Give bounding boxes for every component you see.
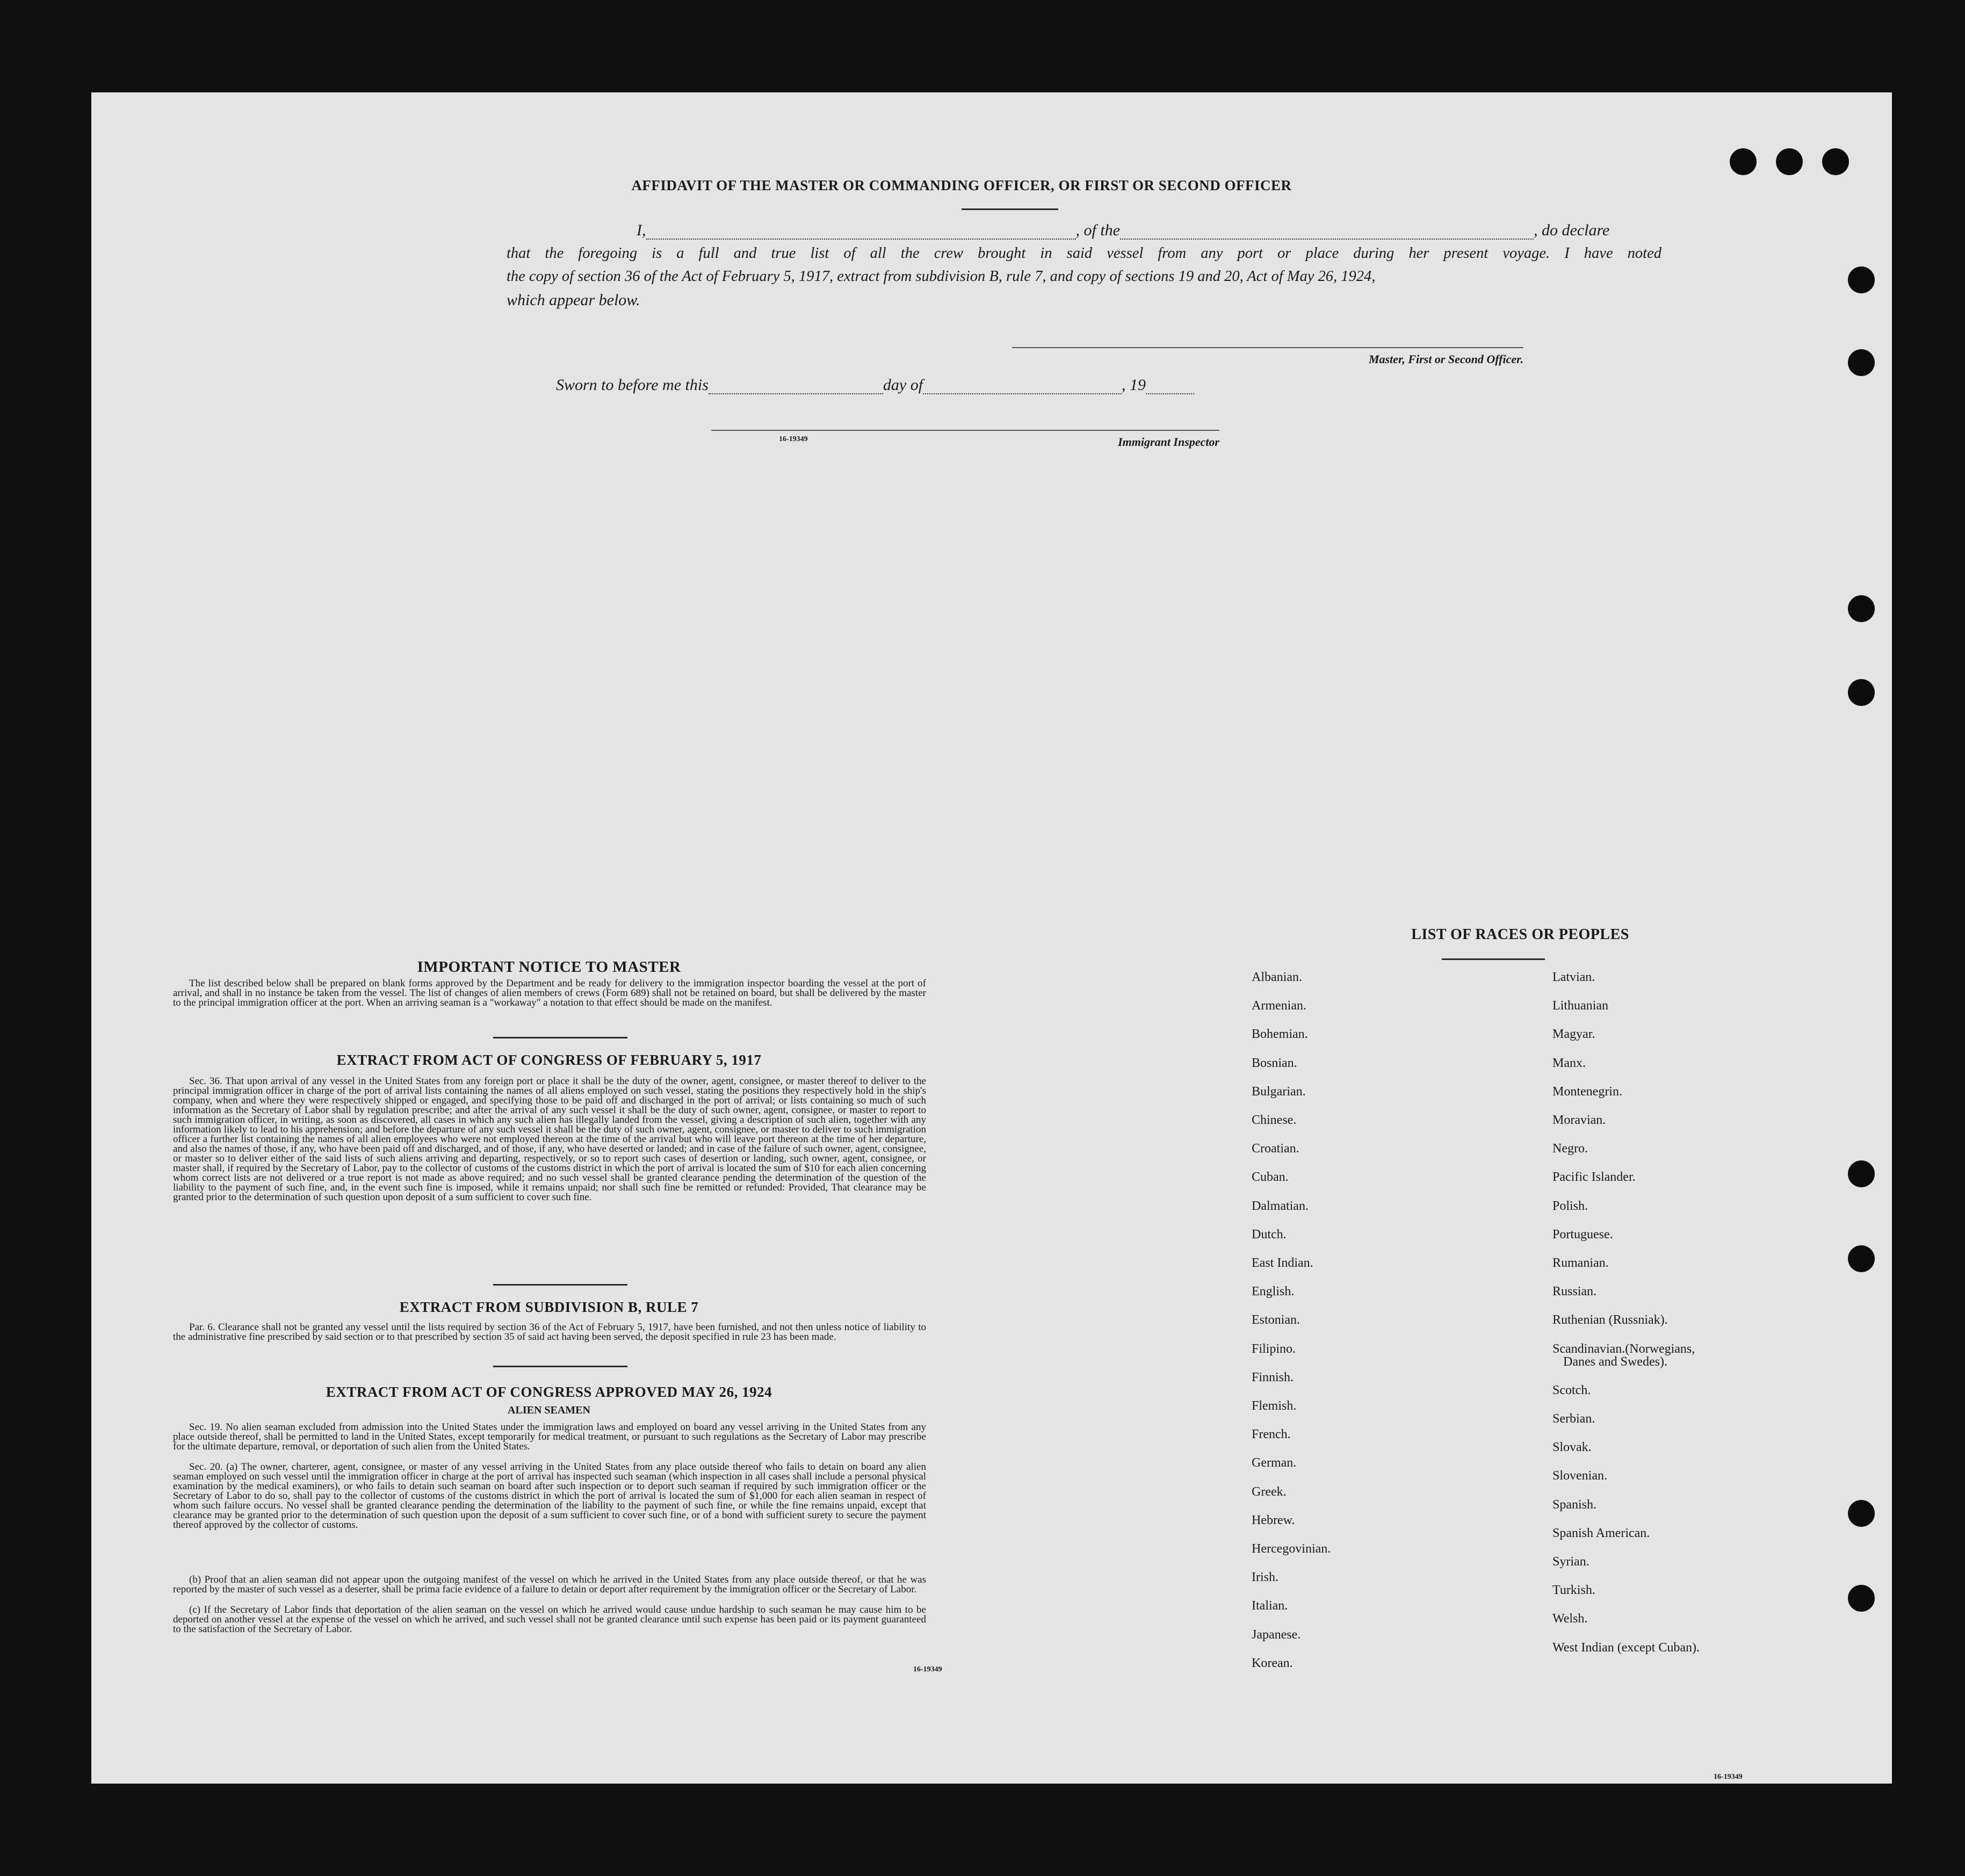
punch-hole: [1848, 679, 1875, 706]
form-number: 16-19349: [913, 1665, 942, 1673]
signature-label: Master, First or Second Officer.: [1368, 352, 1523, 366]
race-item: Rumanian.: [1552, 1256, 1609, 1270]
race-item: Chinese.: [1252, 1113, 1297, 1127]
inspector-label: Immigrant Inspector: [1118, 435, 1219, 449]
punch-hole: [1848, 266, 1875, 293]
race-item: Syrian.: [1552, 1554, 1590, 1569]
form-number: 16-19349: [1714, 1773, 1743, 1781]
sec20b-text: (b) Proof that an alien seaman did not appear upon the outgoing manifest of the vessel on which he arrived in the United States from any place outside thereof, or that he was reported by the master of such vessel as a deserter, shall be prima facie evidence of a failure to detain or deport after requirement by the immigration officer or the Secretary of Labor.: [173, 1574, 926, 1595]
race-item: Danes and Swedes).: [1563, 1354, 1667, 1369]
race-item: Portuguese.: [1552, 1227, 1613, 1242]
notice-title: IMPORTANT NOTICE TO MASTER: [417, 958, 681, 976]
notice-text: The list described below shall be prepared on blank forms approved by the Department and be ready for delivery to the immigration inspector boarding the vessel at the port of arrival, and shall in no instance be taken from the vessel. The list of changes of alien members of crews (Form 689) shall not be retained on board, but shall be delivered by the master to the principal immigration officer at the port. When an arriving seaman is a "workaway" a notation to that effect should be made on the manifest.: [173, 978, 926, 1008]
race-item: Spanish American.: [1552, 1526, 1650, 1540]
race-item: Bosnian.: [1252, 1056, 1297, 1070]
vessel-field[interactable]: [1120, 239, 1534, 240]
race-item: Lithuanian: [1552, 999, 1608, 1013]
race-item: Slovenian.: [1552, 1469, 1607, 1483]
race-item: Dutch.: [1252, 1227, 1287, 1242]
race-item: Russian.: [1552, 1285, 1597, 1299]
punch-hole: [1848, 1500, 1875, 1527]
race-item: Montenegrin.: [1552, 1084, 1622, 1099]
affidavit-title: AFFIDAVIT OF THE MASTER OR COMMANDING OFFICER, OR FIRST OR SECOND OFFICER: [631, 177, 1292, 193]
affidavit-line1: I, , of the , do declare: [637, 221, 1610, 239]
race-item: Pacific Islander.: [1552, 1170, 1636, 1185]
race-item: East Indian.: [1252, 1256, 1313, 1270]
form-number: 16-19349: [779, 435, 808, 443]
punch-hole: [1848, 1245, 1875, 1272]
race-item: Hercegovinian.: [1252, 1542, 1331, 1556]
punch-hole: [1848, 349, 1875, 376]
signature-line: [1012, 347, 1523, 348]
punch-hole: [1730, 148, 1757, 175]
divider: [962, 208, 1058, 210]
sworn-line: Sworn to before me this day of , 19: [556, 376, 1308, 394]
punch-hole: [1776, 148, 1803, 175]
race-item: Greek.: [1252, 1484, 1287, 1499]
race-item: Latvian.: [1552, 970, 1595, 984]
race-item: Scotch.: [1552, 1383, 1591, 1397]
race-item: Welsh.: [1552, 1612, 1588, 1626]
races-title: LIST OF RACES OR PEOPLES: [1411, 926, 1629, 943]
sec20c-text: (c) If the Secretary of Labor finds that deportation of the alien seaman on the vessel on which he arrived would cause undue hardship to such seaman he may cause him to be deported on another vessel at the expense of the vessel on which he arrived, and such vessel shall not be granted clearance until such expense has been paid or its payment guaranteed to the satisfaction of the Secretary of Labor.: [173, 1604, 926, 1635]
divider: [493, 1366, 627, 1367]
race-item: Serbian.: [1552, 1411, 1595, 1426]
sec20a-text: Sec. 20. (a) The owner, charterer, agent, consignee, or master of any vessel arriving in the United States from any place outside thereof who fails to detain on board any alien seaman employed on such vessel until the immigration officer in charge at the port of arrival has inspected such seaman (which inspection in all cases shall include a personal physical examination by the medical examiners), or who fails to detain such seaman on board after such inspection or to deport such seaman if required by such immigration officer or the Secretary of Labor to do so, shall pay to the collector of customs of the customs district in which the port of arrival is located the sum of $1,000 for each alien seaman in respect of whom such failure occurs. No vessel shall be granted clearance pending the determination of the liability to the payment of such fine, or while the fine remains unpaid, except that clearance may be granted prior to the determination of such question upon the deposit of a sum sufficient to cover such fine, or of a bond with sufficient surety to secure the payment thereof approved by the collector of customs.: [173, 1461, 926, 1531]
race-item: Bohemian.: [1252, 1027, 1308, 1042]
race-item: German.: [1252, 1456, 1297, 1470]
race-item: Ruthenian (Russniak).: [1552, 1313, 1668, 1327]
race-item: Polish.: [1552, 1199, 1588, 1213]
month-field[interactable]: [923, 393, 1122, 394]
punch-hole: [1848, 1160, 1875, 1187]
race-item: Italian.: [1252, 1599, 1288, 1613]
race-item: Finnish.: [1252, 1370, 1294, 1384]
race-item: Irish.: [1252, 1570, 1278, 1585]
race-item: Moravian.: [1552, 1113, 1606, 1127]
race-item: Filipino.: [1252, 1341, 1296, 1356]
race-item: Japanese.: [1252, 1627, 1301, 1642]
name-field[interactable]: [646, 239, 1076, 240]
race-item: Spanish.: [1552, 1497, 1597, 1512]
race-item: Armenian.: [1252, 999, 1306, 1013]
race-item: Cuban.: [1252, 1170, 1289, 1185]
inspector-line: [711, 430, 1219, 431]
race-item: Scandinavian.(Norwegians,: [1552, 1341, 1695, 1356]
extract-1924-title: EXTRACT FROM ACT OF CONGRESS APPROVED MAY 26, 1924: [326, 1384, 772, 1400]
extract-1917-text: Sec. 36. That upon arrival of any vessel in the United States from any foreign port or place it shall be the duty of the owner, agent, consignee, or master thereof to deliver to the principal immigration officer in charge of the port of arrival lists containing the names of all aliens employed on such vessel, stating the positions they respectively hold in the ship's company, when and where they were respectively shipped or engaged, and specifying those to be paid off and discharged in the port of arrival; or lists containing so much of such information as the Secretary of Labor shall by regulation prescribe; and after the arrival of any such vessel it shall be the duty of such owner, agent, consignee, or master to report to such immigration officer, in writing, as soon as discovered, all cases in which any such alien has illegally landed from the vessel, giving a description of such alien, together with any information likely to lead to his apprehension; and before the departure of any such vessel it shall be the duty of such owner, agent, consignee, or master to deliver to such immigration officer a further list containing the names of all alien employees who were not employed thereon at the time of the arrival but who will leave port thereon at the time of her departure, and also the names of those, if any, who have been paid off and discharged, and of those, if any, who have deserted or landed; and in case of the failure of such owner, agent, consignee, or master so to deliver either of the said lists of such aliens arriving and departing, respectively, or so to report such cases of desertion or landing, such owner, agent, consignee, or master shall, if required by the Secretary of Labor, pay to the collector of customs of the customs district in which the port of arrival is located the sum of $10 for each alien concerning whom correct lists are not delivered or a true report is not made as above required; and no such vessel shall be granted clearance pending the determination of the question of the liability to the payment of such fine, and, in the event such fine is imposed, while it remains unpaid; nor shall such fine be remitted or refunded: Provided, That clearance may be granted prior to the determination of such question upon deposit of a sum sufficient to cover such fine.: [173, 1076, 926, 1203]
race-item: Negro.: [1552, 1142, 1588, 1156]
race-item: English.: [1252, 1285, 1295, 1299]
race-item: Flemish.: [1252, 1399, 1297, 1413]
divider: [493, 1037, 627, 1038]
race-item: Turkish.: [1552, 1583, 1595, 1598]
race-item: Dalmatian.: [1252, 1199, 1309, 1213]
divider: [1442, 958, 1545, 960]
punch-hole: [1822, 148, 1849, 175]
race-item: Bulgarian.: [1252, 1084, 1306, 1099]
race-item: Estonian.: [1252, 1313, 1300, 1327]
alien-seamen-subtitle: ALIEN SEAMEN: [508, 1404, 590, 1416]
punch-hole: [1848, 595, 1875, 622]
affidavit-line2: that the foregoing is a full and true list of all the crew brought in said vessel from any port or place during her present voyage. I have noted: [507, 245, 1661, 262]
race-item: French.: [1252, 1427, 1291, 1442]
year-field[interactable]: [1146, 393, 1194, 394]
day-field[interactable]: [709, 393, 883, 394]
punch-hole: [1848, 1585, 1875, 1612]
race-item: Manx.: [1552, 1056, 1586, 1070]
race-item: West Indian (except Cuban).: [1552, 1640, 1700, 1655]
document-sheet: [91, 92, 1892, 1784]
race-item: Korean.: [1252, 1656, 1293, 1670]
race-item: Magyar.: [1552, 1027, 1595, 1042]
divider: [493, 1284, 627, 1286]
affidavit-line3: the copy of section 36 of the Act of February 5, 1917, extract from subdivision B, rule 7, and copy of sections 19 and 20, Act of May 26, 1924,: [507, 268, 1376, 285]
extract-rule7-title: EXTRACT FROM SUBDIVISION B, RULE 7: [399, 1299, 699, 1315]
affidavit-line4: which appear below.: [507, 291, 640, 309]
extract-rule7-text: Par. 6. Clearance shall not be granted any vessel until the lists required by section 36 of the Act of February 5, 1917, have been furnished, and not then unless notice of liability to the administrative fine prescribed by said section or to that prescribed by section 35 of said act having been served, the deposit specified in rule 23 has been made.: [173, 1322, 926, 1343]
race-item: Croatian.: [1252, 1142, 1299, 1156]
race-item: Hebrew.: [1252, 1513, 1295, 1527]
sec19-text: Sec. 19. No alien seaman excluded from admission into the United States under the immigration laws and employed on board any vessel arriving in the United States from any place outside thereof, shall be permitted to land in the United States, except temporarily for medical treatment, or pursuant to such regulations as the Secretary of Labor may prescribe for the ultimate departure, removal, or deportation of such alien from the United States.: [173, 1422, 926, 1452]
race-item: Albanian.: [1252, 970, 1302, 984]
extract-1917-title: EXTRACT FROM ACT OF CONGRESS OF FEBRUARY 5, 1917: [336, 1052, 762, 1068]
race-item: Slovak.: [1552, 1440, 1592, 1455]
